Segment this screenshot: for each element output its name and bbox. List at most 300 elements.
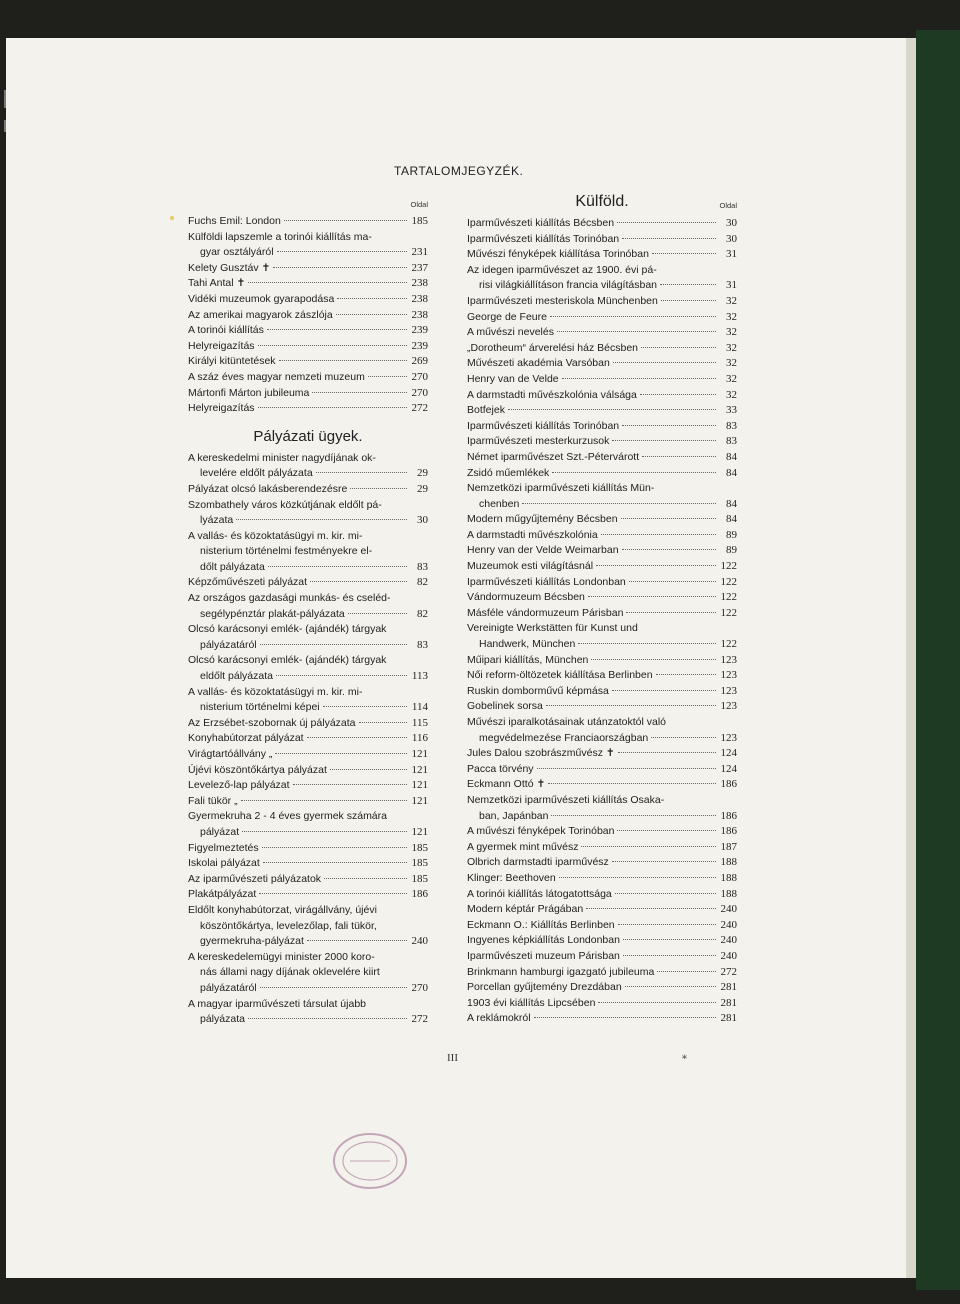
toc-entry	[188, 763, 428, 779]
toc-entry	[188, 685, 428, 716]
margin-dot	[170, 216, 174, 220]
toc-page-number: 32	[726, 388, 737, 401]
toc-entry	[188, 591, 428, 622]
toc-entry	[467, 777, 737, 793]
toc-page-number: 84	[726, 466, 737, 479]
right-page-column-label: Oldal	[719, 201, 737, 210]
toc-entry	[188, 354, 428, 370]
toc-page-number: 84	[726, 497, 737, 510]
toc-entry	[467, 793, 737, 824]
toc-page-number: 121	[411, 794, 428, 807]
dot-leader	[307, 939, 407, 941]
dot-leader	[641, 346, 716, 348]
toc-entry-text: gyar osztályáról	[200, 246, 274, 259]
dot-leader	[591, 658, 716, 660]
toc-entry-text: nisterium történelmi festményekre el-	[200, 545, 373, 558]
dot-leader	[316, 471, 407, 473]
toc-page-number: 122	[720, 591, 737, 604]
dot-leader	[248, 281, 407, 283]
toc-entry-text: A gyermek mint művész	[467, 840, 579, 853]
dot-leader	[622, 548, 716, 550]
toc-entry-text: megvédelmezése Franciaországban	[479, 731, 649, 744]
dot-leader	[258, 344, 407, 346]
toc-entry-text: Olcsó karácsonyi emlék- (ajándék) tárgyak	[188, 654, 387, 667]
toc-entry-text: chenben	[479, 497, 520, 510]
toc-page-number: 122	[720, 575, 737, 588]
dot-leader	[277, 250, 407, 252]
toc-page-number: 272	[411, 402, 428, 415]
toc-entry-text: Eckmann Ottó ✝	[467, 778, 546, 791]
section-heading-palyazati: Pályázati ügyek.	[253, 427, 363, 445]
toc-page-number: 121	[411, 779, 428, 792]
toc-entry-text: pályázatáról	[200, 981, 257, 994]
dot-leader	[588, 595, 716, 597]
toc-page-number: 32	[726, 310, 737, 323]
toc-page-number: 185	[411, 857, 428, 870]
toc-entry-text: risi világkiállításon francia világításban	[479, 279, 658, 292]
toc-entry-text: Konyhabútorzat pályázat	[188, 732, 304, 745]
dot-leader	[323, 705, 407, 707]
toc-entry	[467, 871, 737, 887]
dot-leader	[612, 439, 716, 441]
toc-entry	[188, 214, 428, 230]
toc-entry-text: Iparművészeti kiállítás Torinóban	[467, 419, 620, 432]
toc-entry-text: Vidéki muzeumok gyarapodása	[188, 292, 335, 305]
dot-leader	[621, 517, 716, 519]
toc-entry	[188, 716, 428, 732]
toc-entry-text: Az iparművészeti pályázatok	[188, 872, 322, 885]
toc-page-number: 124	[720, 747, 737, 760]
toc-page-number: 281	[720, 996, 737, 1009]
toc-entry-text: Jules Dalou szobrászművész ✝	[467, 747, 615, 760]
toc-entry-text: Gobelinek sorsa	[467, 700, 543, 713]
toc-entry	[188, 950, 428, 997]
toc-page-number: 281	[720, 981, 737, 994]
toc-entry-text: Iskolai pályázat	[188, 857, 260, 870]
toc-entry	[467, 621, 737, 652]
toc-entry-text: A darmstadti művészkolónia	[467, 528, 598, 541]
toc-page-number: 240	[720, 918, 737, 931]
toc-entry-text: Az amerikai magyarok zászlója	[188, 308, 333, 321]
toc-page-number: 186	[411, 888, 428, 901]
toc-entry-text: Modern műgyűjtemény Bécsben	[467, 513, 618, 526]
dot-leader	[598, 1001, 716, 1003]
dot-leader	[259, 892, 407, 894]
toc-entry-text: Henry van de Velde	[467, 372, 559, 385]
left-entry-list	[188, 214, 428, 417]
dot-leader	[657, 970, 716, 972]
dot-leader	[248, 1017, 407, 1019]
toc-entry-text: Német iparművészet Szt.-Pétervárott	[467, 450, 640, 463]
toc-page-number: 270	[411, 981, 428, 994]
toc-page-number: 185	[411, 872, 428, 885]
toc-entry	[467, 918, 737, 934]
toc-entry	[188, 778, 428, 794]
left-entry-list-2	[188, 451, 428, 1028]
toc-entry-text: gyermekruha-pályázat	[200, 935, 304, 948]
toc-entry	[188, 872, 428, 888]
dot-leader	[548, 782, 716, 784]
toc-entry	[467, 762, 737, 778]
toc-entry	[467, 450, 737, 466]
right-column	[467, 193, 737, 1027]
toc-entry-text: A kereskedelemügyi minister 2000 koro-	[188, 950, 375, 963]
toc-entry-text: Vereinigte Werkstätten für Kunst und	[467, 622, 638, 635]
toc-page-number: 185	[411, 841, 428, 854]
dot-leader	[336, 313, 407, 315]
toc-entry	[188, 498, 428, 529]
dot-leader	[262, 846, 407, 848]
toc-entry	[467, 575, 737, 591]
toc-page-number: 29	[417, 482, 428, 495]
toc-entry	[188, 339, 428, 355]
toc-entry-text: Művészi iparalkotásainak utánzatoktól való	[467, 716, 667, 728]
toc-entry	[467, 232, 737, 248]
toc-entry-text: Iparművészeti kiállítás Londonban	[467, 575, 626, 588]
toc-entry	[467, 403, 737, 419]
toc-page-number: 281	[720, 1012, 737, 1025]
toc-entry	[467, 668, 737, 684]
dot-leader	[263, 861, 407, 863]
left-page-column-label: Oldal	[410, 200, 428, 209]
dot-leader	[552, 471, 716, 473]
toc-entry-text: pályázata	[200, 1013, 245, 1026]
toc-entry-text: Eckmann O.: Kiállítás Berlinben	[467, 918, 615, 931]
toc-entry	[467, 372, 737, 388]
dot-leader	[330, 768, 407, 770]
dot-leader	[551, 814, 716, 816]
signature-mark: *	[682, 1054, 687, 1065]
dot-leader	[661, 299, 716, 301]
toc-entry	[467, 263, 737, 294]
toc-entry	[467, 466, 737, 482]
toc-page-number: 122	[720, 638, 737, 651]
toc-entry	[188, 401, 428, 417]
toc-entry-text: A magyar iparművészeti társulat újabb	[188, 997, 367, 1010]
toc-entry-text: Nemzetközi iparművészeti kiállítás Mün-	[467, 482, 655, 495]
toc-entry-text: Művészi fényképek kiállítása Torinóban	[467, 248, 649, 261]
toc-entry	[467, 933, 737, 949]
toc-entry	[467, 325, 737, 341]
toc-entry-text: A művészi nevelés	[467, 326, 554, 339]
dot-leader	[618, 923, 716, 925]
toc-entry	[188, 370, 428, 386]
dot-leader	[617, 221, 716, 223]
toc-entry	[188, 308, 428, 324]
toc-entry-text: Zsidó műemlékek	[467, 466, 550, 479]
toc-entry	[188, 292, 428, 308]
toc-page-number: 239	[411, 324, 428, 337]
toc-entry	[467, 902, 737, 918]
toc-page-number: 121	[411, 748, 428, 760]
toc-entry	[467, 310, 737, 326]
dot-leader	[276, 674, 407, 676]
toc-entry-text: eldőlt pályázata	[200, 670, 273, 683]
toc-entry	[467, 434, 737, 450]
toc-entry-text: ban, Japánban	[479, 809, 549, 822]
toc-entry-text: lyázata	[200, 514, 234, 527]
toc-page-number: 186	[720, 825, 737, 838]
dot-leader	[242, 830, 407, 832]
toc-entry	[467, 216, 737, 232]
dot-leader	[537, 767, 716, 769]
toc-page-number: 31	[726, 248, 737, 261]
toc-page-number: 270	[411, 370, 428, 383]
toc-entry-text: Klinger: Beethoven	[467, 871, 556, 884]
toc-page-number: 83	[417, 560, 428, 573]
toc-page-number: 121	[411, 825, 428, 838]
dot-leader	[279, 359, 407, 361]
toc-entry	[188, 997, 428, 1028]
dot-leader	[260, 986, 407, 988]
toc-page-number: 240	[720, 934, 737, 947]
toc-entry-text: Ingyenes képkiállítás Londonban	[467, 934, 620, 947]
dot-leader	[578, 642, 716, 644]
toc-entry	[467, 996, 737, 1012]
dot-leader	[324, 877, 407, 879]
dot-leader	[348, 612, 407, 614]
dot-leader	[625, 985, 716, 987]
toc-page-number: 116	[411, 732, 428, 745]
toc-entry	[467, 481, 737, 512]
toc-entry-text: Az idegen iparművészet az 1900. évi pá-	[467, 263, 657, 276]
dot-leader	[273, 266, 407, 268]
toc-entry-text: Szombathely város közkútjának eldőlt pá-	[188, 498, 382, 511]
toc-entry-text: Műipari kiállítás, München	[467, 653, 589, 666]
dot-leader	[557, 330, 716, 332]
right-entry-list	[467, 216, 737, 1027]
toc-page-number: 32	[726, 357, 737, 370]
toc-entry-text: „Dorotheum“ árverelési ház Bécsben	[467, 341, 638, 354]
toc-page-number: 237	[411, 261, 428, 274]
toc-page-number: 123	[720, 684, 737, 697]
toc-entry-text: Nemzetközi iparművészeti kiállítás Osaka-	[467, 793, 665, 806]
toc-page-number: 269	[411, 355, 428, 368]
toc-entry-text: Pályázat olcsó lakásberendezésre	[188, 482, 348, 495]
section-heading-kulfold: Külföld.	[575, 193, 629, 210]
dot-leader	[350, 487, 407, 489]
toc-entry-text: Helyreigazítás	[188, 402, 255, 415]
toc-entry	[188, 276, 428, 292]
toc-page-number: 82	[417, 576, 428, 589]
toc-entry-text: segélypénztár plakát-pályázata	[200, 607, 345, 620]
toc-entry	[467, 341, 737, 357]
toc-entry-text: Az Erzsébet-szobornak új pályázata	[188, 716, 356, 729]
toc-entry	[188, 482, 428, 498]
toc-page-number: 238	[411, 292, 428, 305]
toc-page-number: 272	[411, 1013, 428, 1026]
library-stamp-icon	[330, 1130, 410, 1192]
toc-entry-text: A művészi fényképek Torinóban	[467, 825, 615, 838]
toc-page-number: 231	[411, 246, 428, 259]
toc-entry	[188, 622, 428, 653]
toc-entry-text: Iparművészeti kiállítás Bécsben	[467, 217, 615, 229]
toc-page-number: 124	[720, 762, 737, 775]
toc-page-number: 33	[726, 404, 737, 417]
toc-entry	[467, 855, 737, 871]
toc-entry	[467, 746, 737, 762]
toc-entry-text: Handwerk, München	[479, 638, 576, 651]
dot-leader	[612, 860, 716, 862]
toc-entry	[188, 903, 428, 950]
toc-entry	[188, 856, 428, 872]
toc-entry-text: Modern képtár Prágában	[467, 903, 584, 916]
toc-page-number: 240	[720, 949, 737, 962]
toc-page-number: 30	[726, 217, 737, 229]
toc-entry	[467, 980, 737, 996]
toc-page-number: 113	[411, 670, 428, 683]
toc-entry	[467, 965, 737, 981]
toc-page-number: 240	[411, 935, 428, 948]
dot-leader	[562, 377, 716, 379]
toc-page-number: 29	[417, 467, 428, 480]
toc-entry-text: Újévi köszöntőkártya pályázat	[188, 763, 327, 776]
dot-leader	[508, 408, 716, 410]
toc-page-number: 84	[726, 513, 737, 526]
toc-entry-text: Másféle vándormuzeum Párisban	[467, 606, 624, 619]
toc-page-number: 122	[720, 560, 737, 573]
dot-leader	[337, 297, 407, 299]
toc-entry-text: Fali tükör „	[188, 794, 238, 807]
toc-entry	[188, 794, 428, 810]
page-edge	[906, 38, 916, 1278]
dot-leader	[546, 704, 716, 706]
dot-leader	[613, 361, 716, 363]
dot-leader	[275, 752, 407, 754]
toc-entry	[467, 543, 737, 559]
dot-leader	[626, 611, 716, 613]
toc-entry-text: Tahi Antal ✝	[188, 277, 246, 290]
dot-leader	[615, 892, 716, 894]
toc-entry-text: Virágtartóállvány „	[188, 748, 273, 760]
toc-entry-text: A darmstadti művészkolónia válsága	[467, 388, 637, 401]
dot-leader	[652, 252, 716, 254]
toc-entry	[188, 230, 428, 261]
toc-page-number: 186	[720, 809, 737, 822]
toc-entry-text: Az országos gazdasági munkás- és cseléd-	[188, 592, 391, 605]
toc-page-number: 238	[411, 277, 428, 290]
dot-leader	[596, 564, 716, 566]
toc-page-number: 123	[720, 731, 737, 744]
dot-leader	[618, 751, 716, 753]
toc-entry	[188, 323, 428, 339]
toc-entry-text: A reklámokról	[467, 1012, 531, 1025]
toc-page-number: 238	[411, 308, 428, 321]
toc-entry-text: pályázat	[200, 825, 240, 838]
toc-entry	[467, 653, 737, 669]
dot-leader	[623, 938, 716, 940]
toc-entry	[467, 887, 737, 903]
dot-leader	[522, 502, 716, 504]
toc-entry-text: Vándormuzeum Bécsben	[467, 591, 585, 604]
dot-leader	[284, 219, 407, 221]
toc-entry	[467, 840, 737, 856]
toc-entry-text: A vallás- és közoktatásügyi m. kir. mi-	[188, 685, 363, 698]
toc-entry	[467, 699, 737, 715]
toc-page-number: 32	[726, 372, 737, 385]
dot-leader	[310, 580, 407, 582]
dot-leader	[629, 580, 716, 582]
toc-entry	[467, 559, 737, 575]
dot-leader	[241, 799, 407, 801]
dot-leader	[660, 283, 716, 285]
toc-entry-text: Iparművészeti kiállítás Torinóban	[467, 232, 620, 245]
toc-entry-text: A torinói kiállítás	[188, 324, 264, 337]
toc-entry	[467, 684, 737, 700]
toc-entry	[467, 606, 737, 622]
toc-entry-text: Külföldi lapszemle a torinói kiállítás ma-	[188, 230, 372, 243]
dot-leader	[359, 721, 407, 723]
toc-entry-text: Henry van der Velde Weimarban	[467, 544, 619, 557]
toc-entry-text: Királyi kitüntetések	[188, 355, 276, 368]
toc-page-number: 89	[726, 528, 737, 541]
toc-page-number: 123	[720, 669, 737, 682]
toc-page-number: 114	[411, 701, 428, 714]
dot-leader	[368, 375, 407, 377]
toc-entry-text: levelére eldőlt pályázata	[200, 467, 313, 480]
toc-entry-text: Gyermekruha 2 - 4 éves gyermek számára	[188, 810, 387, 823]
toc-entry-text: A torinói kiállítás látogatottsága	[467, 887, 612, 900]
toc-entry-text: Iparművészeti mesteriskola Münchenben	[467, 294, 658, 307]
dot-leader	[236, 518, 407, 520]
toc-page-number: 186	[720, 778, 737, 791]
toc-entry	[188, 261, 428, 277]
toc-page-number: 89	[726, 544, 737, 557]
margin-mark	[4, 90, 6, 108]
toc-page-number: 185	[411, 215, 428, 227]
toc-entry-text: pályázatáról	[200, 638, 257, 651]
toc-page-number: 123	[720, 653, 737, 666]
toc-page-number: 32	[726, 341, 737, 354]
dot-leader	[622, 237, 716, 239]
dot-leader	[656, 673, 716, 675]
toc-page-number: 30	[726, 232, 737, 245]
toc-entry-text: A kereskedelmi minister nagydíjának ok-	[188, 451, 376, 464]
toc-entry-text: Kelety Gusztáv ✝	[188, 261, 271, 274]
toc-entry-text: A vallás- és közoktatásügyi m. kir. mi-	[188, 529, 363, 542]
toc-entry-text: Iparművészeti mesterkurzusok	[467, 435, 610, 448]
toc-page-number: 240	[720, 903, 737, 916]
toc-entry	[467, 388, 737, 404]
toc-entry-text: Figyelmeztetés	[188, 841, 259, 854]
toc-page-number: 32	[726, 326, 737, 339]
book-binding	[916, 30, 960, 1290]
toc-entry-text: Női reform-öltözetek kiállítása Berlinben	[467, 669, 653, 682]
toc-page-number: 83	[726, 435, 737, 448]
dot-leader	[550, 315, 716, 317]
toc-entry-text: Művészeti akadémia Varsóban	[467, 357, 610, 370]
dot-leader	[268, 565, 407, 567]
toc-entry-text: Porcellan gyűjtemény Drezdában	[467, 981, 622, 994]
toc-page-number: 272	[720, 965, 737, 978]
toc-entry-text: A száz éves magyar nemzeti muzeum	[188, 370, 365, 383]
toc-entry	[467, 294, 737, 310]
toc-page-number: 31	[726, 279, 737, 292]
toc-page-number: 188	[720, 871, 737, 884]
document-title: TARTALOMJEGYZÉK.	[394, 164, 524, 178]
toc-page-number: 121	[411, 763, 428, 776]
dot-leader	[640, 393, 716, 395]
toc-entry	[188, 747, 428, 763]
dot-leader	[559, 876, 716, 878]
toc-entry	[188, 653, 428, 684]
toc-page-number: 187	[720, 840, 737, 853]
toc-entry-text: Brinkmann hamburgi igazgató jubileuma	[467, 965, 655, 978]
toc-entry-text: Levelező-lap pályázat	[188, 779, 290, 792]
toc-entry	[188, 731, 428, 747]
dot-leader	[642, 455, 716, 457]
dot-leader	[622, 424, 716, 426]
